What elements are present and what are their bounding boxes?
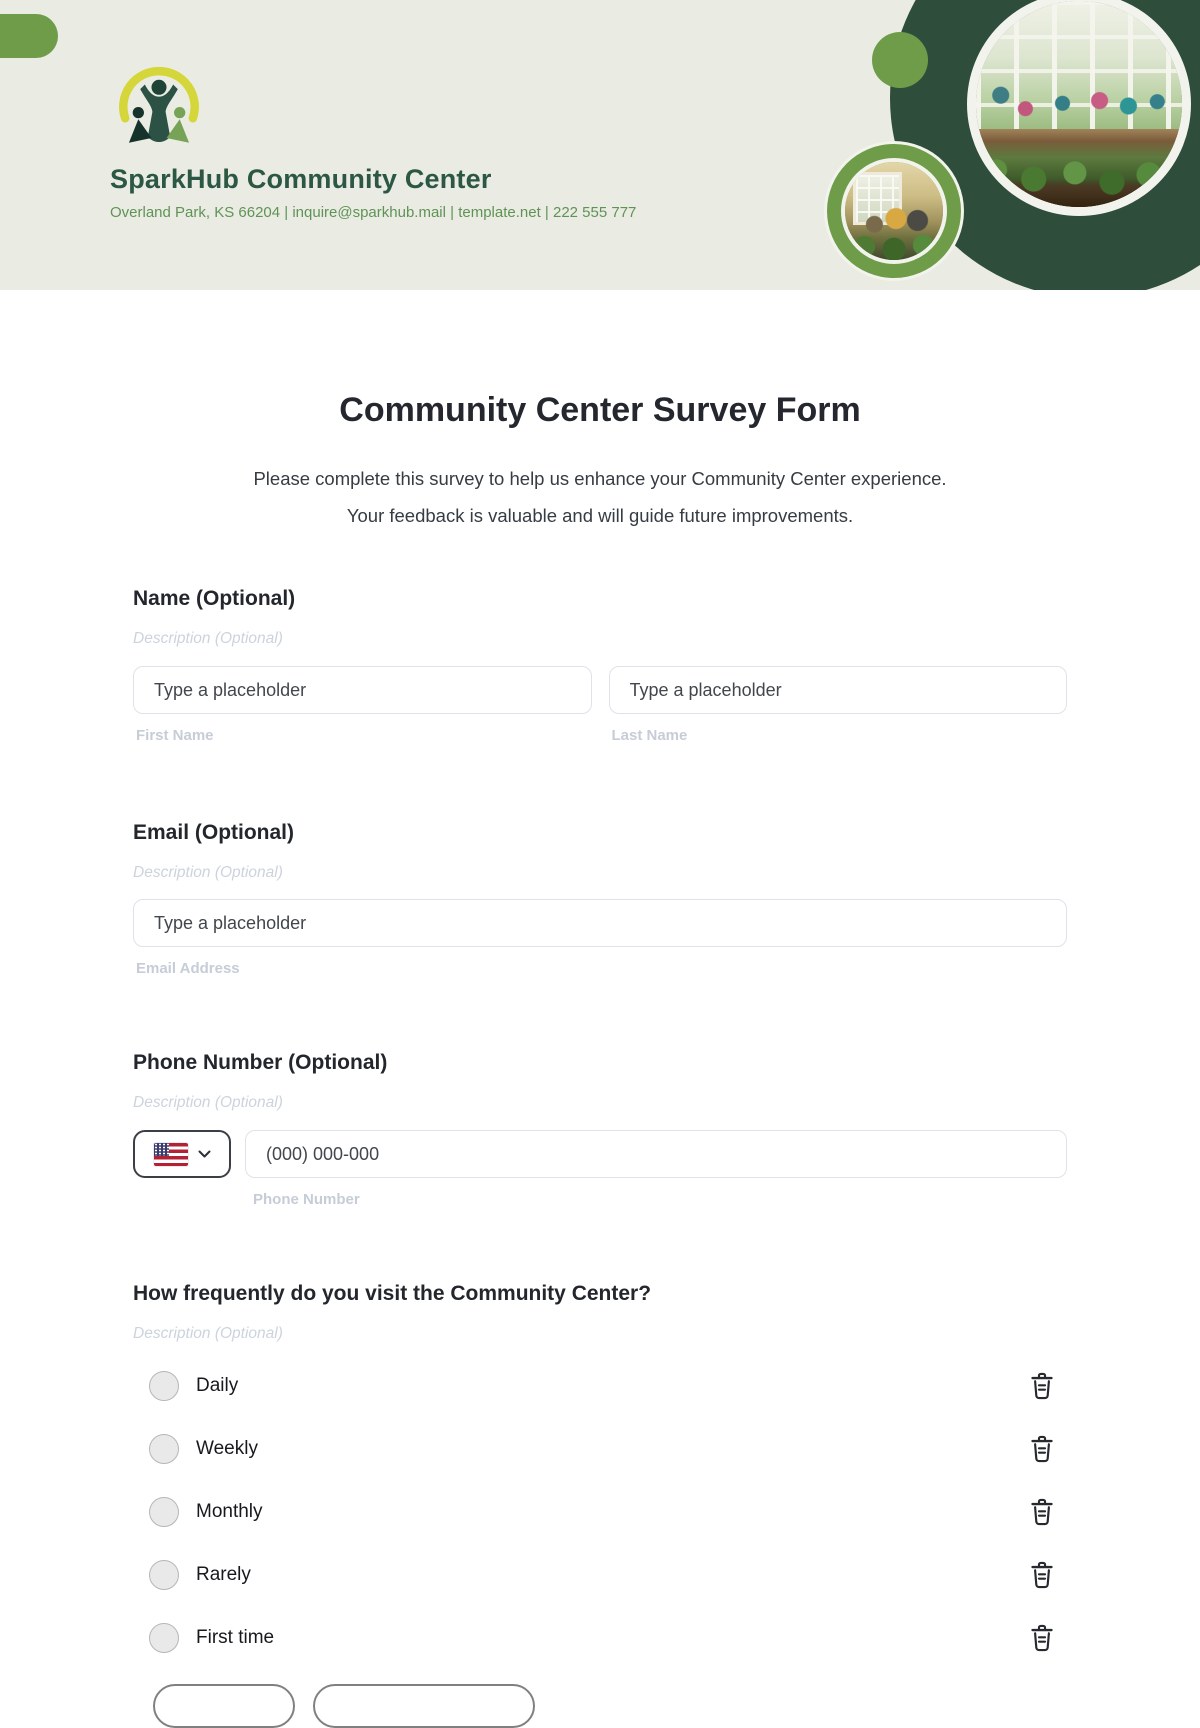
country-selector[interactable] [133,1130,231,1178]
option-row-rarely [133,1558,1067,1592]
option-label-monthly: Monthly [196,1501,263,1522]
intro-line-2: Your feedback is valuable and will guide future improvements. [346,505,854,526]
name-field-description: Description (Optional) [133,630,283,647]
radio-rarely[interactable] [149,1560,179,1590]
intro-text [133,460,1067,534]
option-actions-row [133,1684,1067,1728]
trash-icon [1029,1498,1055,1526]
frequency-field-description: Description (Optional) [133,1325,283,1342]
radio-first-time[interactable] [149,1623,179,1653]
last-name-sublabel: Last Name [611,727,688,744]
intro-line-1: Please complete this survey to help us enhance your Community Center experience. [253,468,947,489]
delete-option-rarely-button[interactable] [1023,1556,1061,1594]
trash-icon [1029,1372,1055,1400]
survey-form [133,390,1067,1728]
phone-field-label: Phone Number (Optional) [133,1051,388,1074]
option-row-daily [133,1369,1067,1403]
option-label-weekly: Weekly [196,1438,258,1459]
trash-icon [1029,1561,1055,1589]
frequency-options-list [133,1369,1067,1655]
email-field-label: Email (Optional) [133,821,295,844]
option-row-monthly [133,1495,1067,1529]
option-row-first-time [133,1621,1067,1655]
delete-option-weekly-button[interactable] [1023,1430,1061,1468]
us-flag-icon [154,1143,188,1166]
email-input[interactable] [133,899,1067,947]
brand-block [110,60,636,221]
corner-tab-decoration [0,14,58,58]
first-name-input[interactable] [133,666,592,714]
email-field-group [133,820,1067,978]
delete-option-monthly-button[interactable] [1023,1493,1061,1531]
phone-sublabel: Phone Number [253,1191,360,1208]
radio-daily[interactable] [149,1371,179,1401]
frequency-field-group [133,1281,1067,1728]
contact-line: Overland Park, KS 66204 | inquire@sparkhub.mail | template.net | 222 555 777 [110,204,637,221]
family-photo [841,158,947,264]
radio-monthly[interactable] [149,1497,179,1527]
delete-option-first-time-button[interactable] [1023,1619,1061,1657]
add-option-button-partial[interactable] [153,1684,295,1728]
add-other-option-button-partial[interactable] [313,1684,535,1728]
option-label-rarely: Rarely [196,1564,251,1585]
email-field-description: Description (Optional) [133,864,283,881]
option-label-first-time: First time [196,1627,275,1648]
community-room-photo [967,0,1191,216]
trash-icon [1029,1624,1055,1652]
frequency-question-label: How frequently do you visit the Community Center? [133,1282,652,1305]
family-photo-ring [827,144,961,278]
phone-field-group [133,1050,1067,1209]
trash-icon [1029,1435,1055,1463]
green-accent-circle [872,32,928,88]
name-field-label: Name (Optional) [133,587,296,610]
first-name-sublabel: First Name [136,727,214,744]
delete-option-daily-button[interactable] [1023,1367,1061,1405]
org-name: SparkHub Community Center [110,164,492,194]
option-label-daily: Daily [196,1375,239,1396]
radio-weekly[interactable] [149,1434,179,1464]
option-row-weekly [133,1432,1067,1466]
name-field-group [133,586,1067,745]
chevron-down-icon [198,1150,211,1158]
phone-input[interactable] [245,1130,1067,1178]
email-sublabel: Email Address [136,960,240,977]
phone-field-description: Description (Optional) [133,1094,283,1111]
page-header [0,0,1200,290]
last-name-input[interactable] [609,666,1068,714]
page-title: Community Center Survey Form [339,391,861,429]
community-people-logo-icon [112,60,206,154]
